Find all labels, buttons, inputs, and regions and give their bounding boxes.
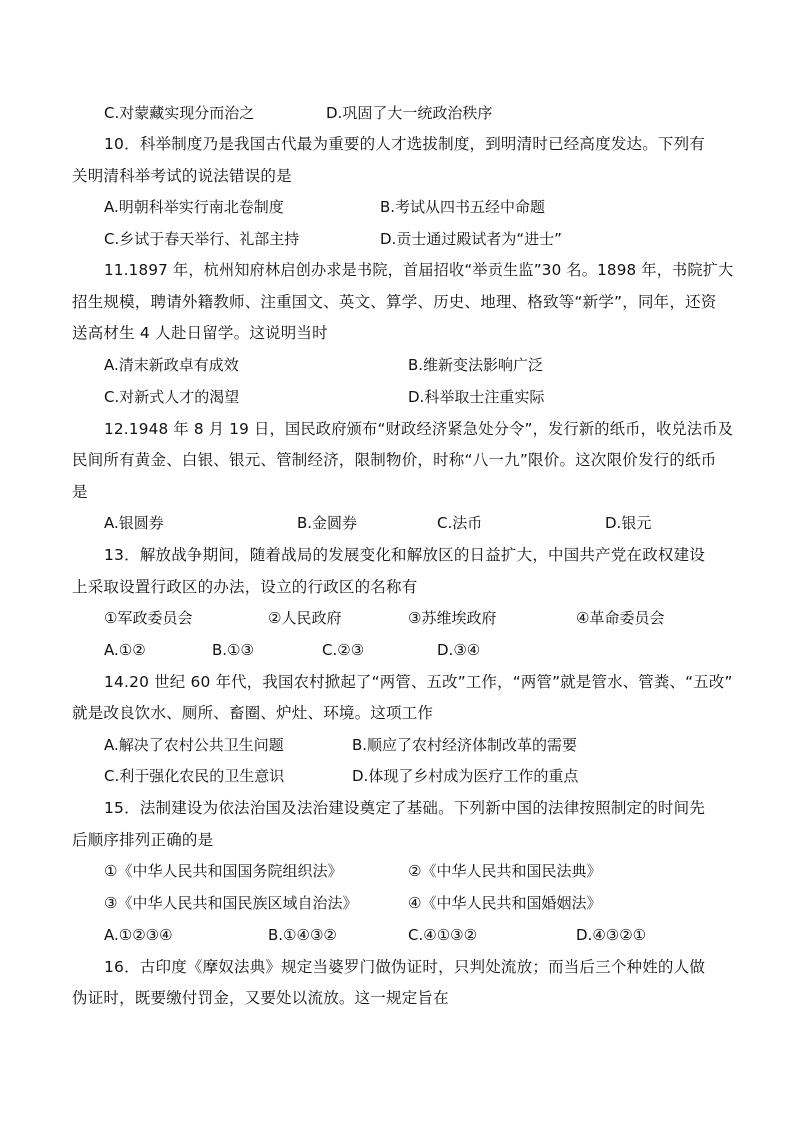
q13-item-2: ②人民政府 bbox=[268, 609, 342, 627]
q13-item-4: ④革命委员会 bbox=[576, 609, 665, 627]
q13-option-b: B.①③ bbox=[212, 641, 254, 659]
q12-stem-line-2: 民间所有黄金、白银、银元、管制经济，限制物价，时称“八一九”限价。这次限价发行的纸币 bbox=[72, 451, 717, 469]
q11-option-d: D.科举取士注重实际 bbox=[408, 388, 545, 406]
q14-option-a: A.解决了农村公共卫生问题 bbox=[104, 736, 284, 754]
q11-stem-line-3: 送高材生 4 人赴日留学。这说明当时 bbox=[72, 324, 328, 342]
q10-option-c: C.乡试于春天举行、礼部主持 bbox=[104, 230, 300, 248]
q11-stem-line-1: 11.1897 年，杭州知府林启创办求是书院，首届招收“举贡生监”30 名。1898 年，书院扩大 bbox=[104, 261, 734, 279]
q12-stem-line-3: 是 bbox=[72, 483, 88, 501]
q13-option-d: D.③④ bbox=[437, 641, 481, 659]
q15-stem-line-1: 15．法制建设为依法治国及法治建设奠定了基础。下列新中国的法律按照制定的时间先 bbox=[104, 799, 706, 817]
q9-option-d: D.巩固了大一统政治秩序 bbox=[326, 104, 493, 122]
q9-option-c: C.对蒙藏实现分而治之 bbox=[104, 104, 255, 122]
q15-item-3: ③《中华人民共和国民族区域自治法》 bbox=[104, 894, 358, 912]
q11-stem-line-2: 招生规模，聘请外籍教师、注重国文、英文、算学、历史、地理、格致等“新学”，同年，还资 bbox=[72, 293, 717, 311]
q12-option-a: A.银圆券 bbox=[104, 514, 164, 532]
q15-stem-line-2: 后顺序排列正确的是 bbox=[72, 831, 214, 849]
q14-option-b: B.顺应了农村经济体制改革的需要 bbox=[352, 736, 578, 754]
q14-stem-line-1: 14.20 世纪 60 年代，我国农村掀起了“两管、五改”工作，“两管”就是管水、管粪、“五改” bbox=[104, 673, 733, 691]
q15-item-4: ④《中华人民共和国婚姻法》 bbox=[408, 894, 602, 912]
q15-item-1: ①《中华人民共和国国务院组织法》 bbox=[104, 862, 343, 880]
q13-stem-line-1: 13．解放战争期间，随着战局的发展变化和解放区的日益扩大，中国共产党在政权建设 bbox=[104, 546, 706, 564]
q14-option-d: D.体现了乡村成为医疗工作的重点 bbox=[352, 767, 579, 785]
q12-option-d: D.银元 bbox=[605, 514, 652, 532]
q10-stem-line-1: 10．科举制度乃是我国古代最为重要的人才选拔制度，到明清时已经高度发达。下列有 bbox=[104, 135, 706, 153]
q12-option-b: B.金圆券 bbox=[297, 514, 358, 532]
q10-option-a: A.明朝科举实行南北卷制度 bbox=[104, 198, 284, 216]
q13-item-1: ①军政委员会 bbox=[104, 609, 193, 627]
q11-option-c: C.对新式人才的渴望 bbox=[104, 388, 240, 406]
q12-stem-line-1: 12.1948 年 8 月 19 日，国民政府颁布“财政经济紧急处分令”，发行新的纸币，收兑法币及 bbox=[104, 420, 734, 438]
q11-option-b: B.维新变法影响广泛 bbox=[408, 356, 544, 374]
q13-item-3: ③苏维埃政府 bbox=[408, 609, 497, 627]
q10-option-b: B.考试从四书五经中命题 bbox=[380, 198, 546, 216]
q16-stem-line-1: 16．古印度《摩奴法典》规定当婆罗门做伪证时，只判处流放；而当后三个种姓的人做 bbox=[104, 958, 706, 976]
q11-option-a: A.清末新政卓有成效 bbox=[104, 356, 239, 374]
q15-option-c: C.④①③② bbox=[408, 926, 478, 944]
q15-item-2: ②《中华人民共和国民法典》 bbox=[408, 862, 602, 880]
q13-option-c: C.②③ bbox=[322, 641, 365, 659]
q13-option-a: A.①② bbox=[104, 641, 146, 659]
q10-option-d: D.贡士通过殿试者为“进士” bbox=[380, 230, 562, 248]
q13-stem-line-2: 上采取设置行政区的办法，设立的行政区的名称有 bbox=[72, 578, 418, 596]
q14-option-c: C.利于强化农民的卫生意识 bbox=[104, 767, 285, 785]
q15-option-b: B.①④③② bbox=[268, 926, 337, 944]
q15-option-a: A.①②③④ bbox=[104, 926, 173, 944]
q16-stem-line-2: 伪证时，既要缴付罚金，又要处以流放。这一规定旨在 bbox=[72, 989, 449, 1007]
q10-stem-line-2: 关明清科举考试的说法错误的是 bbox=[72, 167, 292, 185]
q14-stem-line-2: 就是改良饮水、厕所、畜圈、炉灶、环境。这项工作 bbox=[72, 704, 434, 722]
q12-option-c: C.法币 bbox=[437, 514, 483, 532]
q15-option-d: D.④③②① bbox=[576, 926, 647, 944]
